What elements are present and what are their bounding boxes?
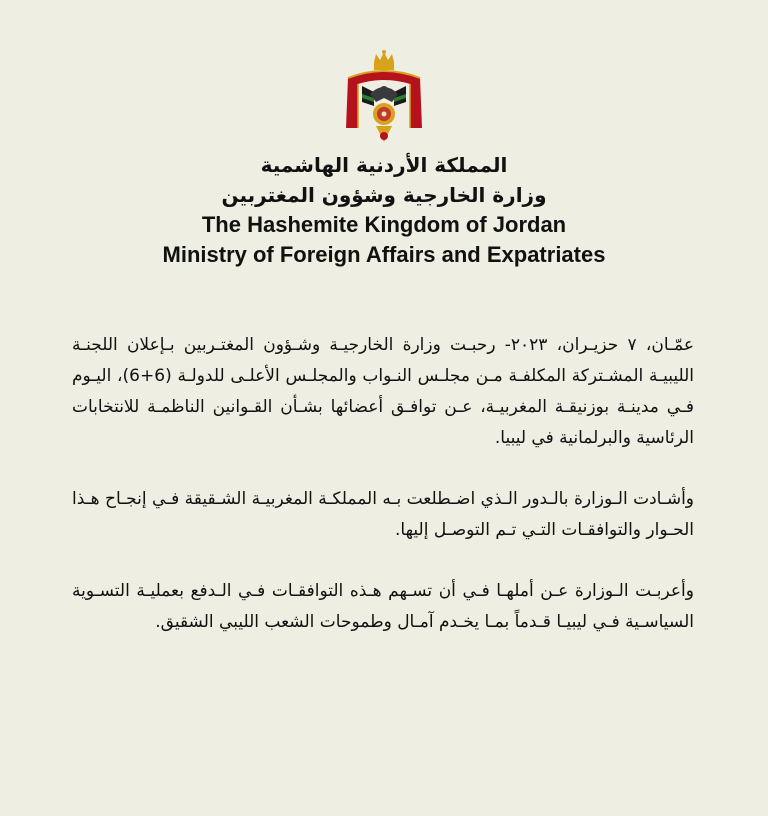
- paragraph-2: وأشـادت الـوزارة بالـدور الـذي اضـطلعت بـه المملكـة المغربيـة الشـقيقة فـي إنجـاح هـذا الحـوار والتوافقـات التـي تـم التوصـل إليها.: [72, 489, 694, 540]
- paragraph-1: عمّـان، ٧ حزيـران، ٢٠٢٣- رحبـت وزارة الخارجيـة وشـؤون المغتـربين بـإعلان اللجنـة الليبيـة المشـتركة المكلفـة مـن مجلـس النـواب والمجلـس الأعلـى للدولـة (6+6)، اليـوم فـي مدينـة بوزنيقـة المغربيـة، عـن توافـق أعضائها بشـأن القـوانين الناظمـة للانتخابات الرئاسية والبرلمانية في ليبيا.: [72, 335, 694, 448]
- crown-icon: [374, 50, 394, 70]
- english-kingdom-name: The Hashemite Kingdom of Jordan: [201, 212, 567, 237]
- english-ministry-name: Ministry of Foreign Affairs and Expatriates: [162, 242, 606, 267]
- jordan-coat-of-arms-icon: [340, 50, 428, 146]
- arabic-kingdom-name: المملكة الأردنية الهاشمية: [260, 153, 508, 177]
- arabic-ministry-name: وزارة الخارجية وشؤون المغتربين: [221, 183, 547, 207]
- statement-body: [72, 330, 694, 668]
- paragraph-3: وأعربـت الـوزارة عـن أملهـا فـي أن تسـهم هـذه التوافقـات فـي الـدفع بعمليـة التسـوية السياسـية فـي ليبيـا قـدماً بمـا يخـدم آمـال وطموحات الشعب الليبي الشقيق.: [72, 581, 694, 632]
- letterhead: [0, 150, 768, 270]
